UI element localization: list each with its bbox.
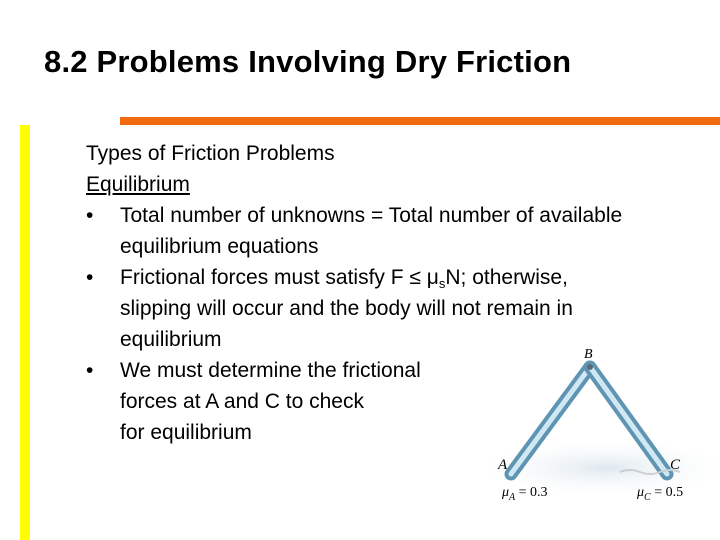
mu-a-subscript: A xyxy=(509,492,516,503)
mu-a-symbol: μ xyxy=(502,485,510,500)
mu-a-value: = 0.3 xyxy=(515,485,548,500)
mu-c-symbol: μ xyxy=(637,485,645,500)
bullet-line xyxy=(120,262,716,293)
friction-frame-figure xyxy=(490,340,720,510)
mu-c-value: = 0.5 xyxy=(650,485,684,500)
bullet-line: for equilibrium xyxy=(120,421,252,444)
bullet-line: forces at A and C to check xyxy=(120,390,364,413)
friction-inequality-tail: N; otherwise, xyxy=(445,266,568,289)
slide-title: 8.2 Problems Involving Dry Friction xyxy=(44,44,572,79)
bullet-line: Total number of unknowns = Total number of available xyxy=(120,204,623,227)
bullet-line: We must determine the frictional xyxy=(120,359,421,382)
bullet-line: equilibrium xyxy=(120,328,222,351)
mu-c-label xyxy=(636,485,683,503)
label-a: A xyxy=(498,457,508,473)
mu-c-subscript: C xyxy=(644,492,651,503)
section-heading: Types of Friction Problems xyxy=(86,142,335,165)
bullet-line: equilibrium equations xyxy=(120,235,319,258)
accent-bar xyxy=(20,125,30,540)
section-subheading: Equilibrium xyxy=(86,173,190,196)
label-c: C xyxy=(670,457,681,473)
bullet-line: slipping will occur and the body will not remain in xyxy=(120,297,573,320)
bullet-marker: • xyxy=(86,204,94,227)
title-divider xyxy=(120,117,720,125)
bullet-marker: • xyxy=(86,359,94,382)
mu-a-label xyxy=(501,485,548,503)
pin-b xyxy=(587,364,593,370)
static-subscript: s xyxy=(438,276,446,291)
bullet-marker: • xyxy=(86,266,94,289)
bullet-item xyxy=(86,200,716,262)
friction-inequality-text: Frictional forces must satisfy F ≤ μ xyxy=(120,266,439,289)
label-b: B xyxy=(584,347,593,362)
